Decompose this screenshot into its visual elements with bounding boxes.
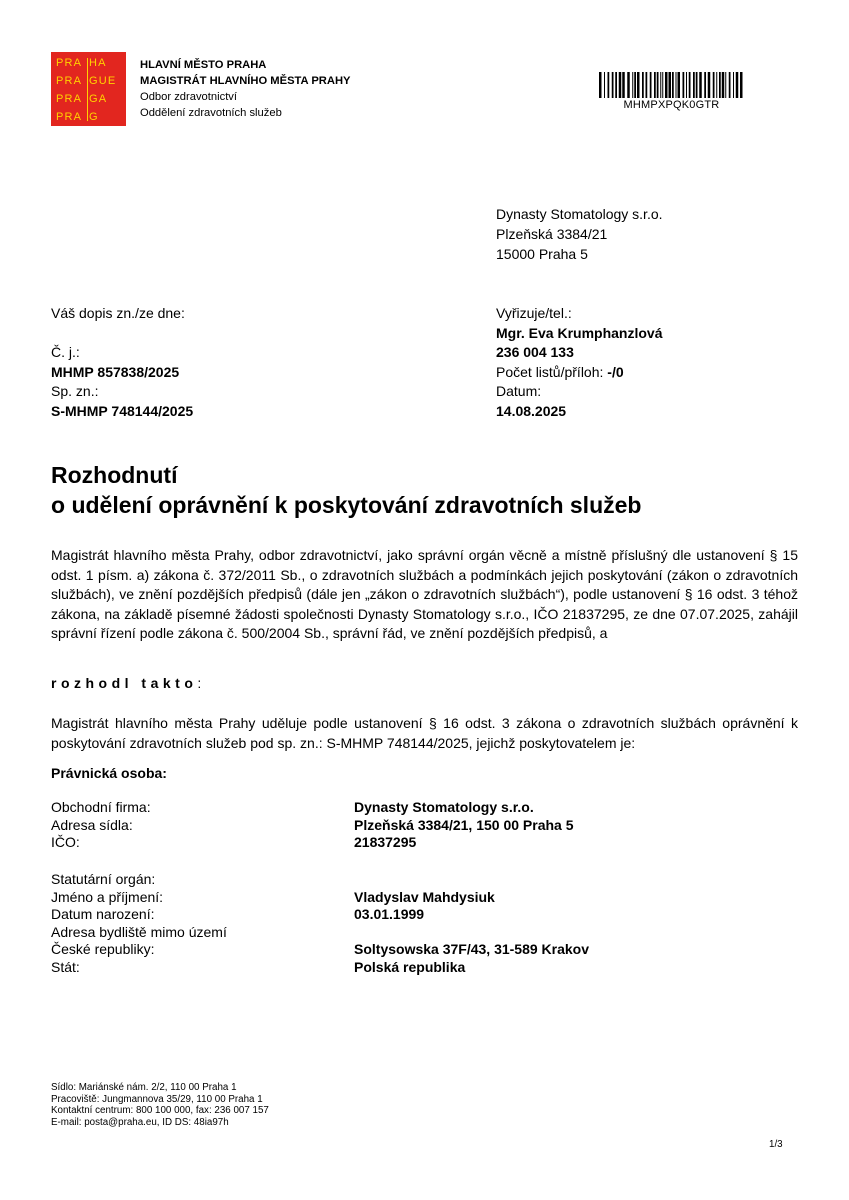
attachments-value: -/0 (607, 363, 624, 380)
detail-value: Polská republika (354, 958, 466, 975)
detail-label: Jméno a příjmení: (51, 888, 164, 905)
attachments-label: Počet listů/příloh: (496, 363, 608, 380)
org-line-section: Oddělení zdravotních služeb (140, 107, 282, 119)
title-line-2: o udělení oprávnění k poskytování zdravotních služeb (51, 492, 642, 518)
logo-row (51, 54, 126, 73)
barcode-bar (678, 72, 681, 98)
detail-row (51, 959, 811, 977)
file-mark-label: Sp. zn.: (51, 383, 99, 399)
barcode-bar (604, 72, 605, 98)
barcode-bar (672, 72, 674, 98)
logo-cell-right: GA (89, 93, 108, 105)
barcode-bar (612, 72, 614, 98)
barcode-bar (615, 72, 617, 98)
document-title (51, 460, 641, 520)
barcode-bar (696, 72, 698, 98)
recipient-address (496, 204, 663, 264)
logo-cell-right: GUE (89, 75, 117, 87)
footer-contact-center: Kontaktní centrum: 800 100 000, fax: 236 007 157 (51, 1105, 269, 1117)
barcode-bar (662, 72, 663, 98)
detail-value: Vladyslav Mahdysiuk (354, 888, 495, 905)
barcode-bar (622, 72, 625, 98)
barcode-bar (619, 72, 622, 98)
detail-value: Plzeňská 3384/21, 150 00 Praha 5 (354, 816, 574, 833)
organization-header (140, 57, 350, 121)
detail-label: Statutární orgán: (51, 871, 156, 887)
detail-row (51, 817, 811, 835)
barcode-bar (657, 72, 659, 98)
logo-cell-right: G (89, 111, 99, 123)
barcode-bar (683, 72, 685, 98)
detail-row (51, 889, 811, 907)
detail-label: Adresa bydliště mimo území (51, 923, 227, 940)
decision-line (51, 674, 201, 694)
detail-label: Stát: (51, 958, 80, 975)
barcode-bar (669, 72, 672, 98)
barcode-bar (729, 72, 731, 98)
barcode-bar (716, 72, 717, 98)
logo-row (51, 72, 126, 91)
detail-value: 03.01.1999 (354, 906, 425, 923)
detail-label: České republiky: (51, 941, 155, 958)
logo-row (51, 108, 126, 127)
barcode (599, 72, 744, 98)
org-line-magistrate: MAGISTRÁT HLAVNÍHO MĚSTA PRAHY (140, 75, 351, 87)
contact-phone: 236 004 133 (496, 344, 574, 360)
barcode-bar (725, 72, 726, 98)
logo-cell-left: PRA (56, 57, 83, 69)
detail-label: IČO: (51, 834, 80, 851)
logo-row (51, 90, 126, 109)
detail-row (51, 906, 811, 924)
barcode-bar (660, 72, 661, 98)
org-line-department: Odbor zdravotnictví (140, 91, 238, 103)
case-number-value: MHMP 857838/2025 (51, 363, 180, 380)
barcode-bar (642, 72, 644, 98)
barcode-bar (693, 72, 695, 98)
org-line-city: HLAVNÍ MĚSTO PRAHA (140, 59, 267, 71)
logo-cell-left: PRA (56, 75, 83, 87)
file-mark-value: S-MHMP 748144/2025 (51, 402, 194, 419)
page-number: 1/3 (769, 1139, 783, 1150)
logo-cell-left: PRA (56, 111, 83, 123)
footer-office: Pracoviště: Jungmannova 35/29, 110 00 Praha 1 (51, 1093, 263, 1105)
barcode-bar (736, 72, 739, 98)
barcode-bar (719, 72, 721, 98)
legal-entity-heading: Právnická osoba: (51, 765, 167, 781)
detail-label: Datum narození: (51, 906, 155, 923)
barcode-bar (686, 72, 687, 98)
barcode-bar (740, 72, 743, 98)
date-value: 14.08.2025 (496, 402, 567, 419)
detail-row (51, 871, 811, 889)
praha-logo (51, 52, 126, 126)
detail-label: Obchodní firma: (51, 799, 151, 815)
logo-cell-right: HA (89, 57, 107, 69)
barcode-bar (713, 72, 715, 98)
contact-name: Mgr. Eva Krumphanzlová (496, 324, 663, 341)
recipient-city: 15000 Praha 5 (496, 246, 588, 262)
barcode-bar (650, 72, 652, 98)
contact-block (496, 304, 662, 421)
barcode-bar (676, 72, 677, 98)
page-footer (51, 1082, 269, 1128)
barcode-text: MHMPXPQK0GTR (623, 99, 720, 111)
barcode-bar (654, 72, 656, 98)
barcode-bar (708, 72, 711, 98)
letter-label: Váš dopis zn./ze dne: (51, 305, 185, 321)
barcode-bar (665, 72, 668, 98)
barcode-bar (608, 72, 610, 98)
detail-row (51, 941, 811, 959)
barcode-bar (637, 72, 640, 98)
statutory-details (51, 871, 811, 977)
barcode-bar (646, 72, 648, 98)
detail-value: 21837295 (354, 834, 417, 851)
barcode-bar (699, 72, 702, 98)
detail-value: Dynasty Stomatology s.r.o. (354, 799, 534, 815)
title-line-1: Rozhodnutí (51, 462, 178, 488)
recipient-name: Dynasty Stomatology s.r.o. (496, 206, 663, 222)
reference-block (51, 304, 193, 421)
decision-word: rozhodl takto (51, 675, 198, 691)
barcode-bar (722, 72, 725, 98)
barcode-bar (627, 72, 630, 98)
entity-details (51, 799, 811, 852)
date-label: Datum: (496, 383, 542, 399)
footer-email: E-mail: posta@praha.eu, ID DS: 48ia97h (51, 1116, 229, 1128)
detail-label: Adresa sídla: (51, 816, 133, 833)
contact-label: Vyřizuje/tel.: (496, 305, 572, 321)
attachments-line (496, 363, 662, 383)
barcode-bar (599, 72, 602, 98)
detail-row (51, 834, 811, 852)
recipient-street: Plzeňská 3384/21 (496, 226, 608, 242)
footer-seat: Sídlo: Mariánské nám. 2/2, 110 00 Praha 1 (51, 1082, 237, 1093)
decision-paragraph: Magistrát hlavního města Prahy uděluje podle ustanovení § 16 odst. 3 zákona o zdravotních službách oprávnění k poskytování zdravotních služeb pod sp. zn.: S-MHMP 748144/2025, jejichž poskytovatelem je: (51, 715, 798, 751)
logo-cell-left: PRA (56, 93, 83, 105)
barcode-bar (704, 72, 706, 98)
intro-paragraph: Magistrát hlavního města Prahy, odbor zdravotnictví, jako správní orgán věcně a místně příslušný dle ustanovení § 15 odst. 1 písm. a) zákona č. 372/2011 Sb., o zdravotních službách a podmínkách jejich poskytování (zákon o zdravotních službách), ve znění pozdějších předpisů (dále jen „zákon o zdravotních službách“), podle ustanovení § 16 odst. 3 téhož zákona, na základě písemné žádosti společnosti Dynasty Stomatology s.r.o., IČO 21837295, ze dne 07.07.2025, zahájil správní řízení podle zákona č. 500/2004 Sb., správní řád, ve znění pozdějších předpisů, a (51, 547, 798, 641)
detail-value: Soltysowska 37F/43, 31-589 Krakov (354, 941, 590, 958)
barcode-bar (634, 72, 636, 98)
barcode-bar (632, 72, 633, 98)
detail-row (51, 799, 811, 817)
barcode-bar (733, 72, 734, 98)
detail-row (51, 924, 811, 942)
barcode-bar (689, 72, 691, 98)
case-number-label: Č. j.: (51, 344, 80, 360)
decision-suffix: : (197, 675, 202, 691)
